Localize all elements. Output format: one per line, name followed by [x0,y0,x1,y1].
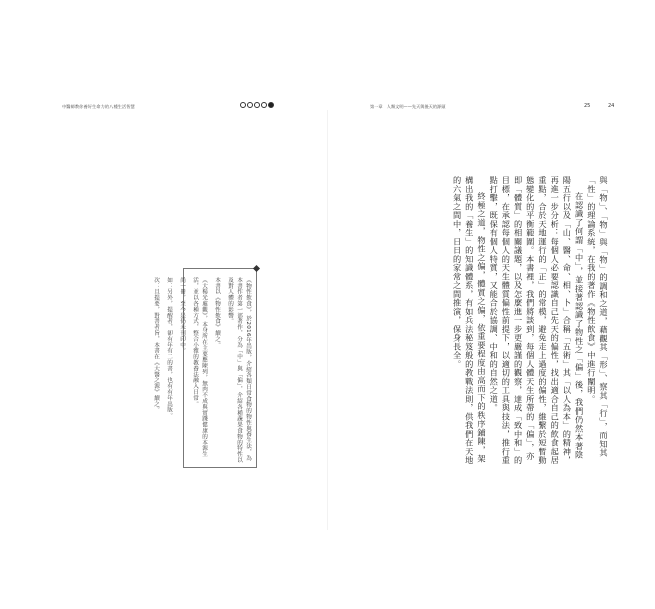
progress-dot [240,102,246,108]
running-title-right: 第一章 人類文明——先天與後天的源頭 [370,104,446,109]
progress-dot [261,102,267,108]
page-number-left: 25 [584,103,591,109]
sidebar-paragraph: 次：且提要，對書者旨，本書在《大醫之源》續之。 [153,277,159,413]
body-paragraph: 與「物」、「物」與「物」的調和之道，藉觀其「形」、察其「行」，而知其「性」的理論系統，在我的著作《物性飲食》中進行闡明。 [586,176,609,458]
body-paragraph: 終極之道，物性之偏，體質之偏，依重要程度由高而下的秩序鋪陳，架構出我的「養生」的知識體系，有如兵法秘笈般的教戰法則，供我們在天地的六氣之間中，日日的家常之間推演，保身長全。 [452,176,487,465]
progress-dot [268,102,274,108]
sidebar-paragraph: 《大楊光處觀》，本身所在主要應陳列，無肉不成與實踐健康的本源生活，並以各種方式，整合小雅的教養法融入日常。 [192,277,207,458]
sidebar-paragraph: 本書以《物性飲食》續之。 [214,277,220,348]
body-text-vertical [388,176,610,468]
sidebar-paragraph: 如：另外，提醒者，卻有年有二的書，也有有年出版。 [166,277,172,419]
gutter [327,110,328,530]
diamond-icon [253,265,260,272]
sidebar-paragraph: 《物性飲食》，於2016年出版，介紹各類日常食物的物性與養生法，為本書作者第一部著作，分為「中」與「偏」，介紹各種蔬果食物的特性以及對人體的影響。 [227,277,251,463]
sidebar-paragraph: 尚一冊，至今是仍未刊印中。 [179,277,185,354]
page-number-right: 24 [608,103,615,109]
progress-dot [247,102,253,108]
running-title-left: 中醫師教你養好生命力的八種生活智慧 [62,104,135,109]
chapter-progress-dots [240,102,274,108]
sidebar-note-box [153,268,257,468]
progress-dot [254,102,260,108]
body-paragraph: 在認識了何謂「中」，並接著認識了物性之「偏」後，我們仍然本著陰陽五行以及「山、醫、命、相、卜」合稱「五術」其「以人為本」的精神，再進一步分析：每個人必要認識自己先天的偏性，找出適合自己的飲食起居重點，合於天地運行的「正」的常模，避免走上過度的偏性，維繫於短暫動態變化的平衡範圍。本書裡，我們將談到，每個人體天生所帶的「偏」，亦即「體質」的相關議題，以及怎麼進一步更嚴謹的觀察，達成「致中和」的目標，在承認每個人的天生體質偏性前提下，以適切的工具與技法，推行重點打擊，既保有個人特質，又能合於協調、中和的自然之道。 [489,176,585,465]
sidebar-note-text [153,277,252,463]
